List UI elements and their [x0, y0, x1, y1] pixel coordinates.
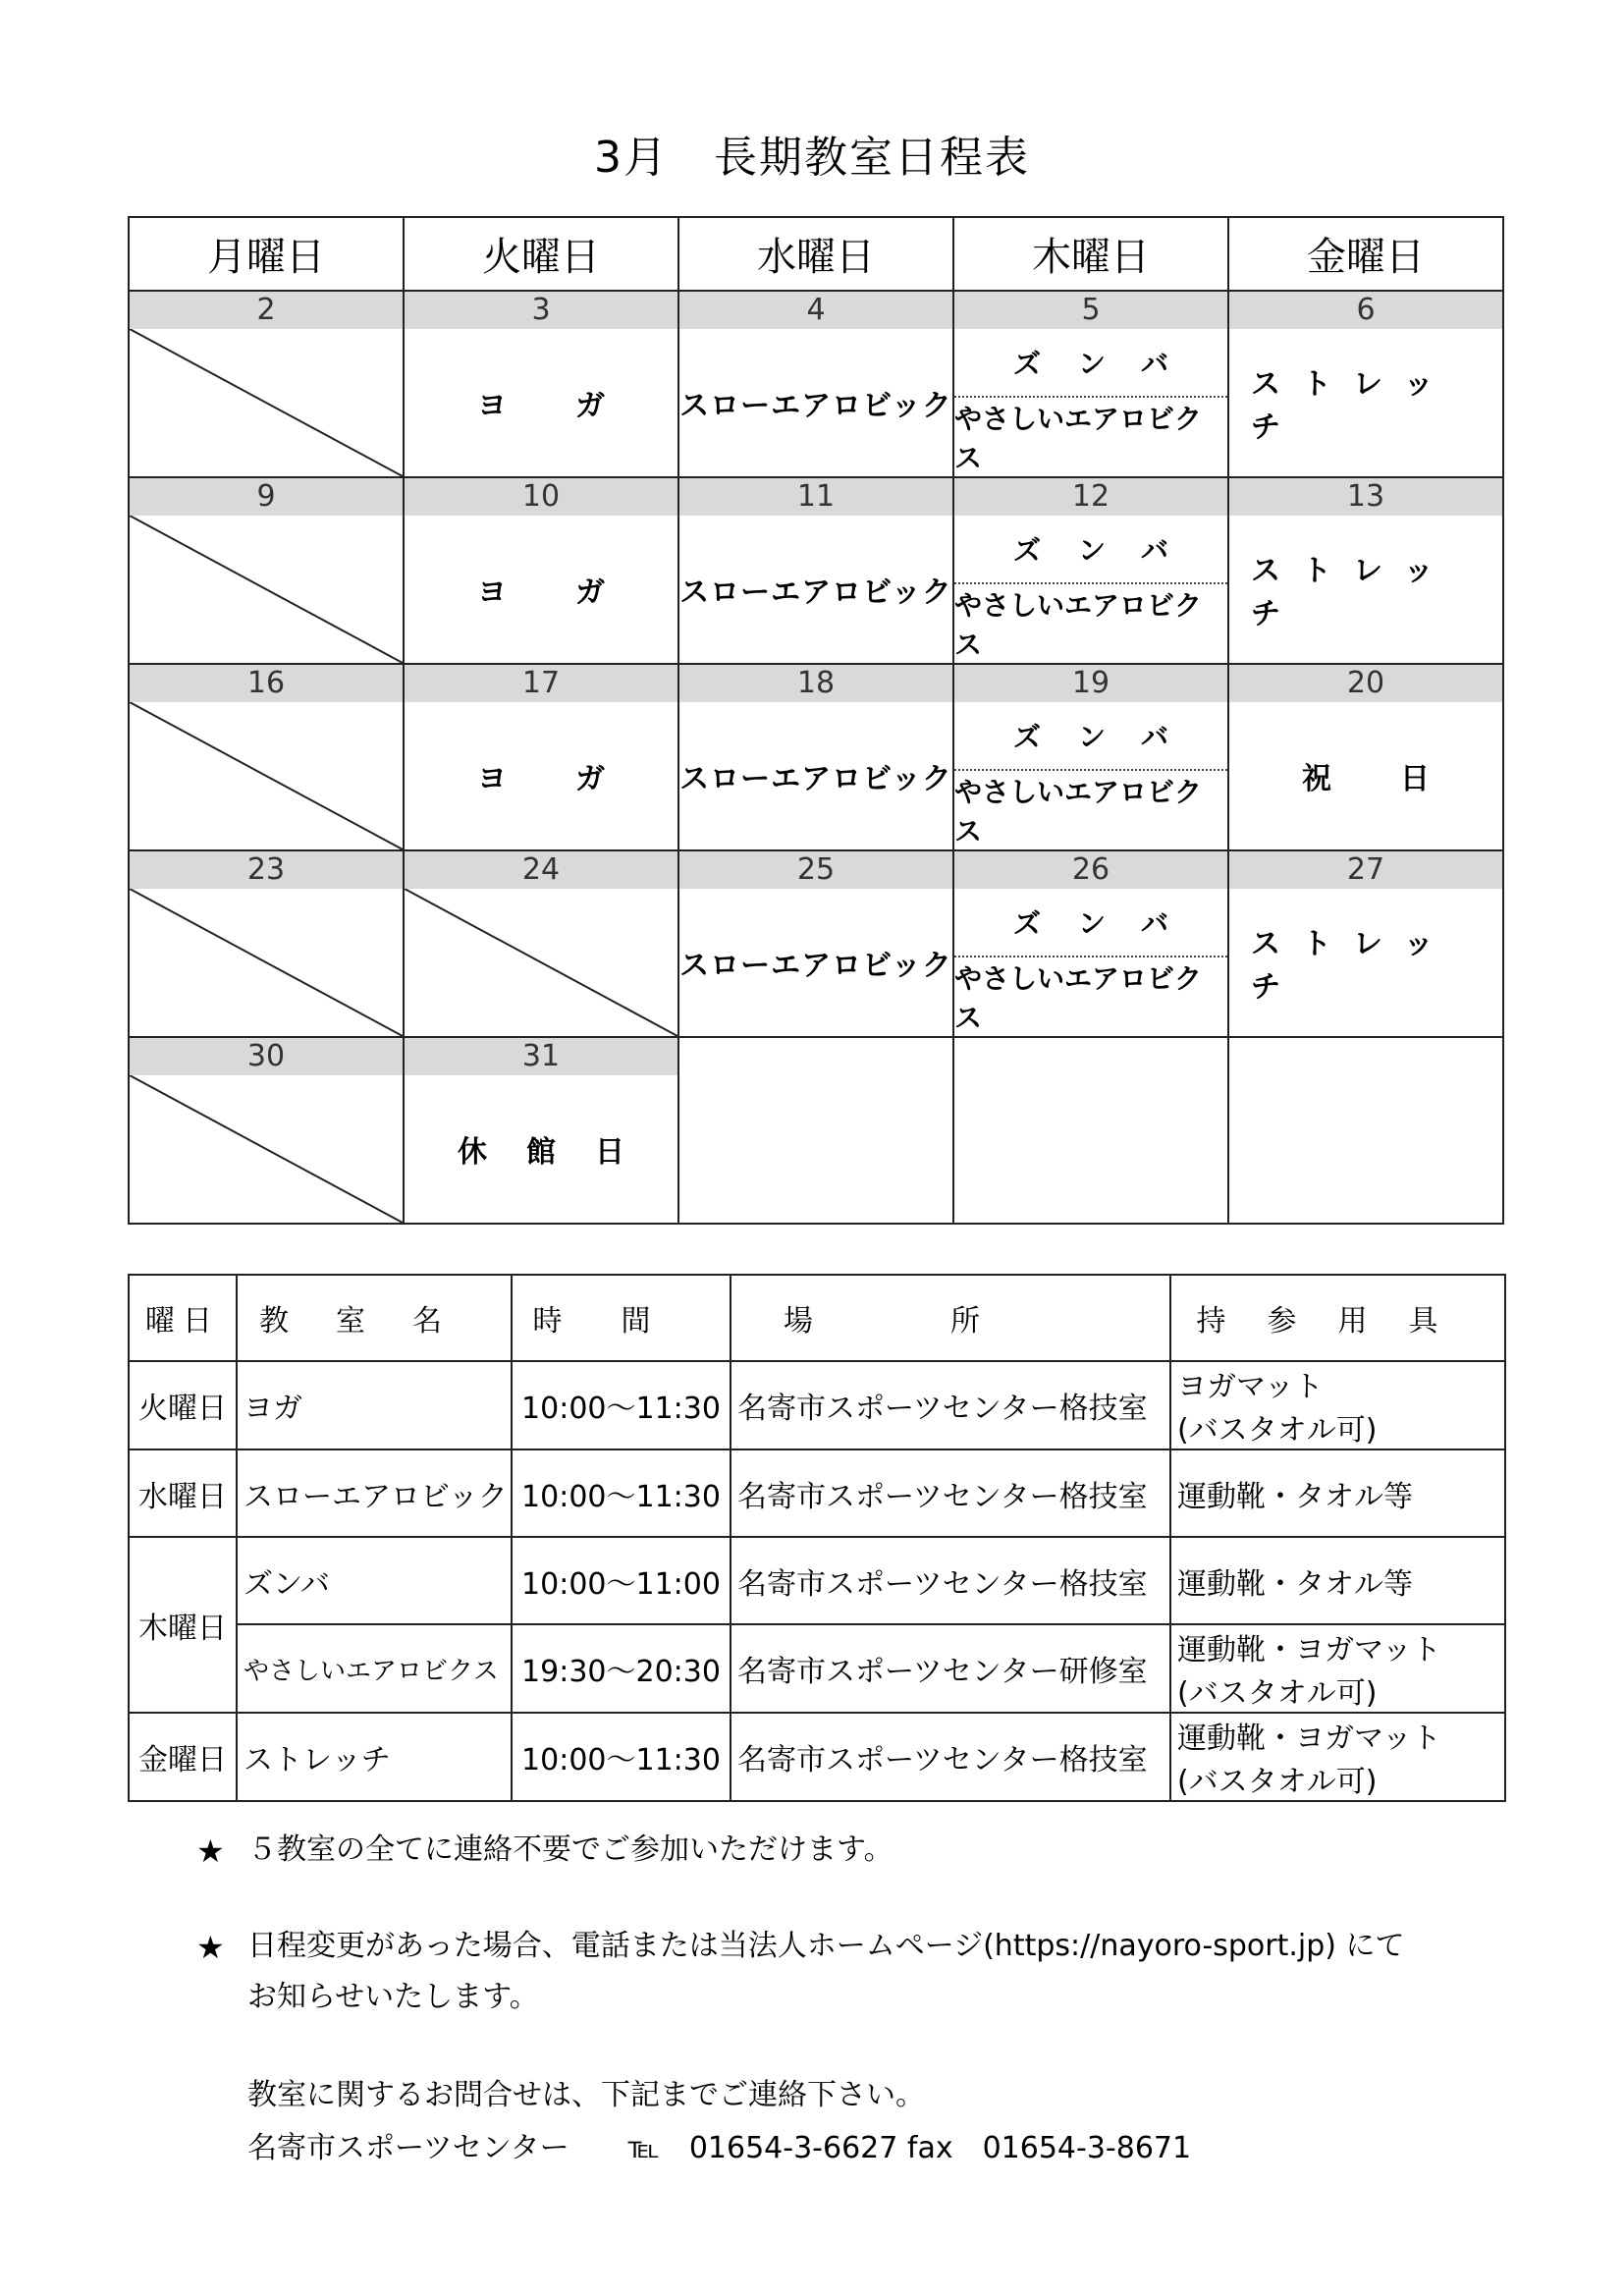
table-row	[129, 1713, 1505, 1801]
calendar-week-row	[129, 664, 1503, 850]
calendar-day-cell	[678, 850, 953, 1037]
row-time: 10:00～11:30	[512, 1713, 731, 1801]
class-label: ヨガ	[477, 575, 674, 610]
day-number: 24	[405, 851, 677, 889]
class-label: スローエアロビック	[679, 949, 952, 983]
no-class-diagonal	[130, 516, 403, 663]
row-place: 名寄市スポーツセンター格技室	[731, 1537, 1170, 1624]
calendar-day-cell	[1228, 850, 1503, 1037]
class-label: ストレッチ	[1251, 927, 1455, 1005]
no-class-diagonal	[130, 889, 403, 1036]
day-number: 23	[130, 851, 403, 889]
day-number: 18	[679, 665, 952, 702]
class-label-bottom: やさしいエアロビクス	[954, 962, 1203, 1034]
star-icon: ★	[196, 1929, 225, 1966]
day-number: 25	[679, 851, 952, 889]
calendar-day-cell	[129, 1037, 404, 1224]
items-line2: (バスタオル可)	[1177, 1765, 1378, 1799]
row-items	[1170, 1361, 1505, 1449]
header-day: 曜日	[129, 1275, 237, 1361]
diagonal-line	[130, 1075, 403, 1223]
class-label-bottom: やさしいエアロビクス	[954, 403, 1203, 474]
row-class-name: やさしいエアロビクス	[237, 1624, 512, 1713]
calendar-day-cell	[404, 291, 678, 477]
calendar-day-cell	[1228, 291, 1503, 477]
row-time: 19:30～20:30	[512, 1624, 731, 1713]
weekday-header-row	[129, 217, 1503, 291]
header-time: 時間	[512, 1275, 731, 1361]
items-line2: (バスタオル可)	[1177, 1413, 1378, 1448]
diagonal-line	[405, 889, 677, 1036]
page-title: 3月 長期教室日程表	[594, 133, 1030, 183]
day-number: 5	[954, 292, 1227, 329]
class-label-bottom: やさしいエアロビクス	[954, 776, 1203, 847]
calendar-day-cell	[404, 477, 678, 664]
class-label: ヨガ	[477, 762, 674, 796]
day-number: 31	[405, 1038, 677, 1075]
row-day: 木曜日	[129, 1537, 237, 1713]
row-place: 名寄市スポーツセンター格技室	[731, 1361, 1170, 1449]
contact-line1: 教室に関するお問合せは、下記までご連絡下さい。	[247, 2078, 925, 2112]
weekday-header: 木曜日	[953, 217, 1228, 291]
header-items: 持参用具	[1170, 1275, 1505, 1361]
note-2-line2: お知らせいたします。	[247, 1980, 539, 2014]
day-number: 3	[405, 292, 677, 329]
class-label: スローエアロビック	[679, 575, 952, 610]
day-number: 6	[1229, 292, 1502, 329]
calendar-day-cell	[678, 1037, 953, 1224]
calendar-day-cell	[129, 291, 404, 477]
table-row	[129, 1449, 1505, 1537]
class-label: スローエアロビック	[679, 762, 952, 796]
row-place: 名寄市スポーツセンター格技室	[731, 1713, 1170, 1801]
class-label: スローエアロビック	[679, 389, 952, 423]
calendar-day-cell	[678, 664, 953, 850]
weekday-header: 水曜日	[678, 217, 953, 291]
class-label-top: ズンバ	[954, 889, 1227, 957]
day-number: 16	[130, 665, 403, 702]
diagonal-line	[130, 702, 403, 849]
class-label-top: ズンバ	[954, 516, 1227, 584]
row-day: 金曜日	[129, 1713, 237, 1801]
calendar-day-cell	[129, 850, 404, 1037]
items-line1: 運動靴・ヨガマット	[1177, 1633, 1441, 1667]
row-time: 10:00～11:00	[512, 1537, 731, 1624]
day-number: 12	[954, 478, 1227, 516]
row-place: 名寄市スポーツセンター格技室	[731, 1449, 1170, 1537]
row-place: 名寄市スポーツセンター研修室	[731, 1624, 1170, 1713]
class-label-top: ズンバ	[954, 329, 1227, 398]
day-number: 19	[954, 665, 1227, 702]
class-info-table	[128, 1274, 1506, 1802]
calendar-day-cell	[953, 664, 1228, 850]
no-class-diagonal	[405, 889, 677, 1036]
day-number: 17	[405, 665, 677, 702]
row-items	[1170, 1713, 1505, 1801]
day-number: 4	[679, 292, 952, 329]
header-class-name: 教室名	[237, 1275, 512, 1361]
calendar-day-cell	[1228, 1037, 1503, 1224]
calendar-week-row	[129, 477, 1503, 664]
no-class-diagonal	[130, 1075, 403, 1223]
class-label: ストレッチ	[1251, 554, 1455, 631]
class-label-top: ズンバ	[954, 702, 1227, 771]
no-class-diagonal	[130, 702, 403, 849]
calendar-body	[129, 291, 1503, 1224]
row-class-name: スローエアロビック	[237, 1449, 512, 1537]
day-number: 13	[1229, 478, 1502, 516]
diagonal-line	[130, 889, 403, 1036]
class-label: 祝日	[1302, 762, 1498, 796]
note-2-line1: 日程変更があった場合、電話または当法人ホームページ(https://nayoro-sport.jp) にて	[247, 1929, 1405, 1963]
day-number: 9	[130, 478, 403, 516]
table-row	[129, 1361, 1505, 1449]
diagonal-line	[130, 516, 403, 663]
row-time: 10:00～11:30	[512, 1361, 731, 1449]
diagonal-line	[130, 329, 403, 476]
no-class-diagonal	[130, 329, 403, 476]
row-time: 10:00～11:30	[512, 1449, 731, 1537]
class-label-bottom: やさしいエアロビクス	[954, 589, 1203, 661]
calendar-day-cell	[1228, 664, 1503, 850]
items-line1: 運動靴・ヨガマット	[1177, 1722, 1441, 1756]
row-day: 火曜日	[129, 1361, 237, 1449]
calendar-day-cell	[404, 850, 678, 1037]
day-number: 27	[1229, 851, 1502, 889]
info-header-row	[129, 1275, 1505, 1361]
day-number: 26	[954, 851, 1227, 889]
row-day: 水曜日	[129, 1449, 237, 1537]
calendar-day-cell	[404, 1037, 678, 1224]
day-number: 30	[130, 1038, 403, 1075]
row-class-name: ヨガ	[237, 1361, 512, 1449]
class-label: 休館日	[458, 1135, 664, 1170]
row-items	[1170, 1624, 1505, 1713]
header-place: 場所	[731, 1275, 1170, 1361]
calendar-week-row	[129, 1037, 1503, 1224]
day-number: 11	[679, 478, 952, 516]
note-1: ５教室の全てに連絡不要でご参加いただけます。	[247, 1832, 893, 1867]
calendar-day-cell	[953, 850, 1228, 1037]
calendar-week-row	[129, 291, 1503, 477]
calendar-day-cell	[953, 291, 1228, 477]
row-class-name: ストレッチ	[237, 1713, 512, 1801]
calendar-day-cell	[678, 291, 953, 477]
class-label: ストレッチ	[1251, 367, 1455, 445]
items-line2: (バスタオル可)	[1177, 1676, 1378, 1711]
items-line1: ヨガマット	[1177, 1370, 1324, 1404]
table-row	[129, 1537, 1505, 1624]
contact-line2: 名寄市スポーツセンター ℡ 01654-3-6627 fax 01654-3-8671	[247, 2131, 1192, 2165]
weekday-header: 火曜日	[404, 217, 678, 291]
calendar-day-cell	[129, 477, 404, 664]
calendar-day-cell	[953, 477, 1228, 664]
day-number: 2	[130, 292, 403, 329]
calendar-day-cell	[404, 664, 678, 850]
day-number: 20	[1229, 665, 1502, 702]
day-number: 10	[405, 478, 677, 516]
row-class-name: ズンバ	[237, 1537, 512, 1624]
class-label: ヨガ	[477, 389, 674, 423]
star-icon: ★	[196, 1832, 225, 1870]
weekday-header: 月曜日	[129, 217, 404, 291]
calendar-day-cell	[678, 477, 953, 664]
calendar-day-cell	[953, 1037, 1228, 1224]
weekday-header: 金曜日	[1228, 217, 1503, 291]
calendar-table	[128, 216, 1504, 1225]
calendar-day-cell	[129, 664, 404, 850]
table-row	[129, 1624, 1505, 1713]
calendar-week-row	[129, 850, 1503, 1037]
row-items: 運動靴・タオル等	[1170, 1449, 1505, 1537]
calendar-day-cell	[1228, 477, 1503, 664]
row-items: 運動靴・タオル等	[1170, 1537, 1505, 1624]
